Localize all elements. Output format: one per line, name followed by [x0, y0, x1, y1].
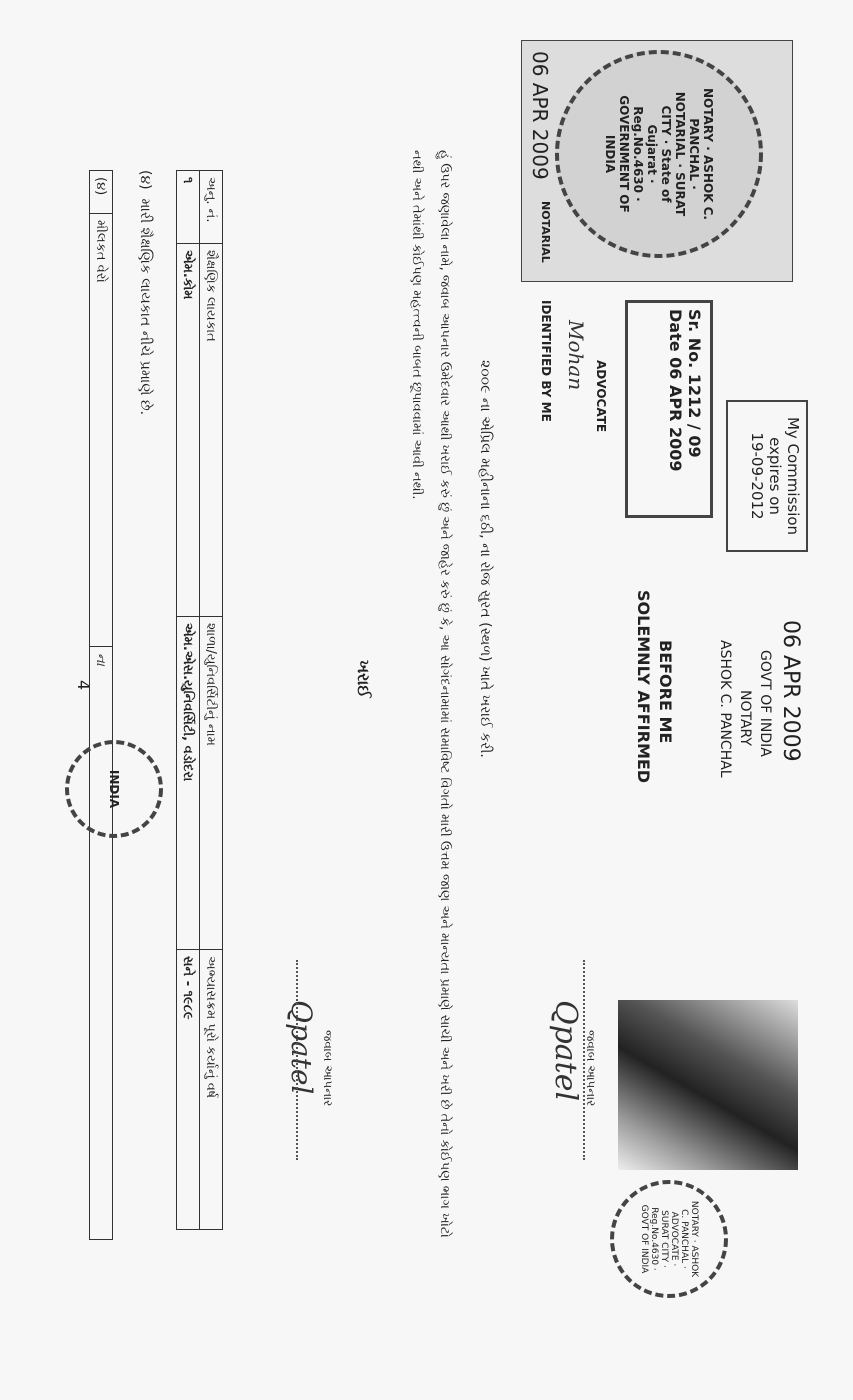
table-header: અભ્યાસક્રમ પૂરો કર્યાનું વર્ષ — [200, 950, 223, 1230]
section-text: મારી શૈક્ષણિક લાયકાત નીચે પ્રમાણે છે. — [137, 198, 153, 416]
table-row — [177, 171, 200, 1230]
signature-2: Qpatel — [548, 1000, 583, 1102]
small-notary-seal: NOTARY · ASHOK C. PANCHAL · ADVOCATE · SURAT CITY · Reg.No.4630 · GOVT OF INDIA — [610, 1180, 728, 1298]
india-seal: INDIA — [65, 740, 163, 838]
signature-caption-2: જવાબ આપનાર — [584, 1030, 598, 1107]
table-cell: સને - ૧૯૮૯ — [177, 950, 200, 1230]
notary-name: ASHOK C. PANCHAL — [717, 640, 733, 778]
table-cell: એમ.કોમ — [177, 244, 200, 617]
table-header-row — [200, 171, 223, 1230]
stamp-label: NOTARIAL — [539, 201, 552, 263]
applicant-photo — [618, 1000, 798, 1170]
signature-line-1 — [296, 960, 298, 1160]
affirmed-line-2: BEFORE ME — [656, 640, 675, 744]
verification-date-line: ૨૦૦૯ ના એપ્રિલ મહીનાના ૬ઠી, ના રોજ સુરત (સ્થળ) ખાતે ખરાઈ કરી. — [477, 360, 493, 758]
qualification-table — [176, 170, 223, 1230]
identified-by-label: IDENTIFIED BY ME — [539, 300, 553, 422]
table-header: અનુ. નં. — [200, 171, 223, 244]
verification-paragraph: હું ઉપર જણાવેલા નામે, જવાબ આપનાર ઉમેદવાર આથી ખરાઈ કરું છું અને જાહેર કરું છું કે, આ સોગંદનામામાં સમાવિષ્ટ વિગતો મારી ઉત્તમ જાણ અને માન્યતા પ્રમાણે સાચી અને ખરી છે તેનો કોઈપણ ભાગ ખોટો નથી અને તેમાંથી કોઈપણ મહત્ત્વની બાબત છૂપાવવામાં આવી નથી. — [409, 150, 452, 1238]
verification-heading: ખરાઈ — [354, 660, 373, 698]
affirmed-date: 06 APR 2009 — [778, 620, 803, 762]
table-cell: ૧ — [177, 171, 200, 244]
register-stamp: Sr. No. 1212 / 09 Date 06 APR 2009 — [625, 300, 713, 518]
large-notary-seal: NOTARY · ASHOK C. PANCHAL · NOTARIAL · SURAT CITY · State of Gujarat · Reg.No.4630 · GOVERNMENT OF INDIA — [555, 50, 763, 258]
row-text: મીલકત વેરો — [90, 214, 113, 647]
signature-caption-1: જવાબ આપનાર — [321, 1030, 335, 1107]
notary-title: NOTARY — [737, 690, 753, 746]
row-label: (૪) — [90, 171, 113, 214]
section-label: (૪) મારી શૈક્ષણિક લાયકાત નીચે પ્રમાણે છે. — [137, 170, 153, 416]
table-header: શૈક્ષણિક લાયકાત — [200, 244, 223, 617]
signature-1: Qpatel — [285, 1000, 318, 1095]
advocate-label: ADVOCATE — [594, 360, 608, 433]
affirmed-line-1: SOLEMNLY AFFIRMED — [634, 590, 653, 784]
commission-stamp: My Commission expires on 19-09-2012 — [726, 400, 808, 552]
stamp-date: 06 APR 2009 — [528, 51, 552, 180]
table-cell: એમ.એસ.યુનિવર્સિટી, વડોદરા — [177, 617, 200, 950]
advocate-signature: Mohan — [564, 320, 588, 391]
table-header: શાળા/યુનિવર્સિટીનું નામ — [200, 617, 223, 950]
row-handwritten: ના — [90, 647, 113, 1240]
page-number: 4 — [74, 680, 93, 691]
notary-govt: GOVT OF INDIA — [757, 650, 773, 757]
property-tax-row — [89, 170, 113, 1240]
